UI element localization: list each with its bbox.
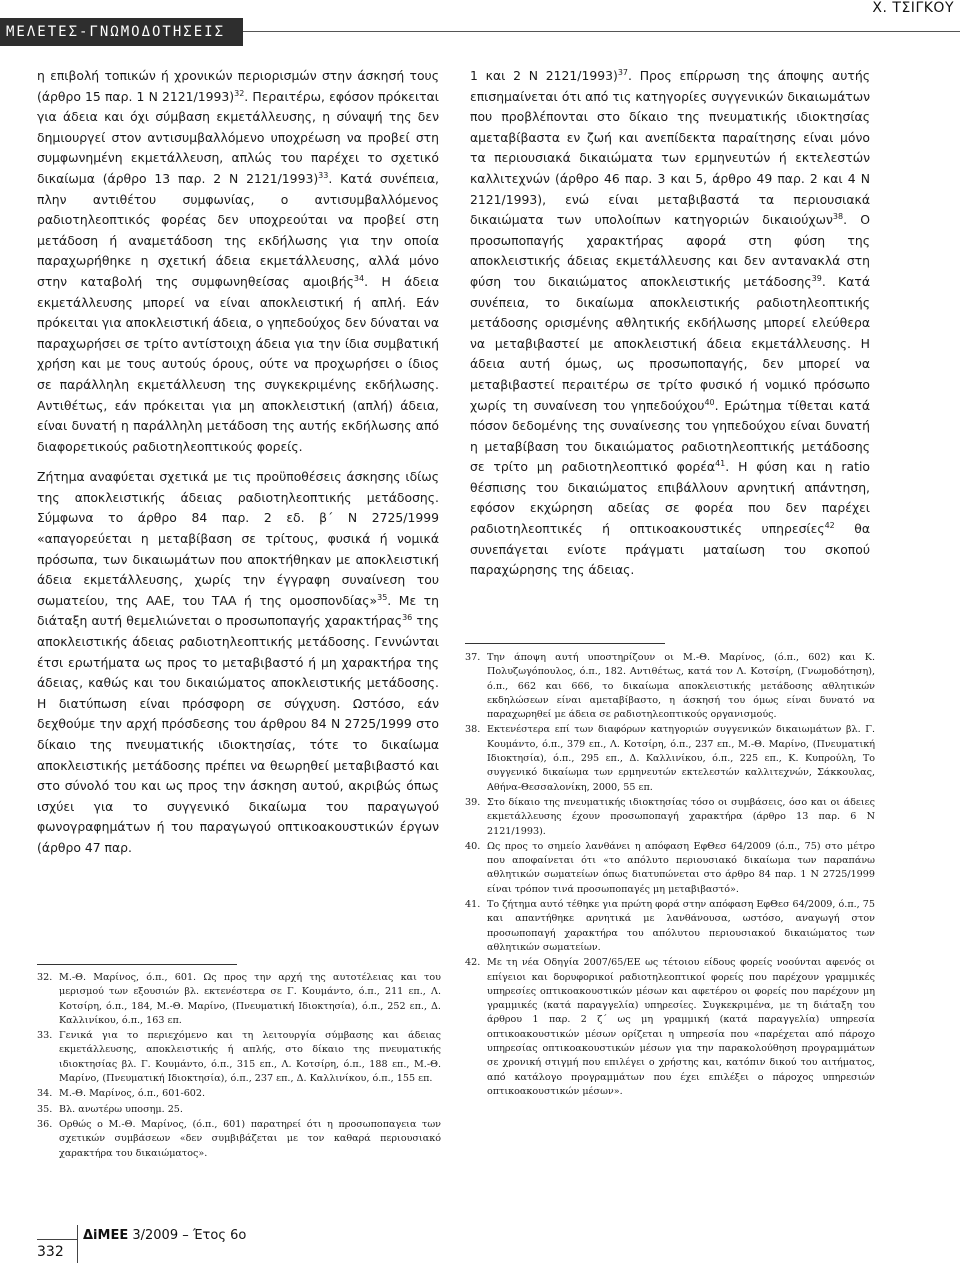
footer-divider-horizontal bbox=[37, 1239, 77, 1240]
footnote-ref[interactable]: 33 bbox=[318, 170, 329, 180]
footnote-ref[interactable]: 37 bbox=[617, 67, 629, 77]
footnote-ref[interactable]: 35 bbox=[377, 592, 388, 602]
footnote-ref[interactable]: 36 bbox=[402, 613, 413, 623]
footnote-ref[interactable]: 41 bbox=[715, 459, 726, 469]
footnote: 40. Ως προς το σημείο λανθάνει η απόφαση ΕφΘεσ 64/2009 (ό.π., 75) στο μέτρο που αποφαίνεται ότι «το απόλυτο περιουσιακό δικαίωμα των παραπάνω αθλητικών σωματείων όπως διατυπώνεται στο άρθρο 84 παρ. 1 Ν 2725/1999 είναι τρόπον τινά προσωποπαγές μη μεταβιβαστό». bbox=[465, 840, 875, 895]
footnote: 35. Βλ. ανωτέρω υποσημ. 25. bbox=[37, 1103, 183, 1115]
footnote-ref[interactable]: 42 bbox=[824, 520, 835, 530]
left-paragraph-2: Ζήτημα αναφύεται σχετικά με τις προϋποθέσεις άσκησης ιδίως της αποκλειστικής άδειας ραδιοτηλεοπτικής μετάδοσης. Σύμφωνα το άρθρο 84 παρ. 2 εδ. β΄ Ν 2725/1999 «απαγορεύεται η μεταβίβαση σε τρίτους, φυσικά ή νομικά πρόσωπα, των δικαιωμάτων που αποκτήθηκαν με αποκλειστική άδεια εκμετάλλευσης, χωρίς την έγγραφη συναίνεση του σωματείου, της ΑΑΕ, του ΤΑΑ ή της ομοσπονδίας»$^{35}$. Με τη διάταξη αυτή θεμελιώνεται ο προσωποπαγής χαρακτήρας$^{36}$ της αποκλειστικής άδειας ραδιοτηλεοπτικής μετάδοσης. Γεννώνται έτσι ερωτήματα ως προς το μεταβιβαστό ή μη χαρακτήρα της άδειας, καθώς και του δικαιώματος αποκλειστικής μετάδοσης. Η διατύπωση είναι πρόσφορη σε σύγχυση. Ωστόσο, εάν δεχθούμε την αρχή πρόσδεσης του άρθρου 84 Ν 2725/1999 στο δίκαιο της πνευματικής ιδιοκτησίας, τότε το δικαίωμα αποκλειστικής μετάδοσης πρέπει να θεωρηθεί μεταβιβαστό και στο σύνολό του και ως προς την άσκηση αυτού, ακριβώς όπως ισχύει για το συγγενικό δικαίωμα του παραγωγού φωνογραφημάτων ή του παραγωγού οπτικοακουστικών έργων (άρθρο 47 παρ. bbox=[37, 469, 439, 855]
footnote: 33. Γενικά για το περιεχόμενο και τη λειτουργία σύμβασης και άδειας εκμετάλλευσης, αποκλειστικής ή απλής, στο δίκαιο της πνευματικής ιδιοκτησίας βλ. Γ. Κουμάντο, ό.π., 315 επ., Λ. Κοτσίρη, ό.π., 188 επ., Μ.-Θ. Μαρίνο, (Πνευματική Ιδιοκτησία), ό.π., 237 επ., Δ. Καλλινίκου, ό.π., 155 επ. bbox=[37, 1030, 441, 1085]
right-paragraph-1: 1 και 2 Ν 2121/1993)$^{37}$. Προς επίρρωση της άποψης αυτής επισημαίνεται ότι από τις κατηγορίες συγγενικών δικαιωμάτων που προβλέπονται στο δίκαιο της πνευματικής ιδιοκτησίας αμεταβίβαστα εν ζωή και ανεπίδεκτα παραίτησης είναι μόνο τα περιουσιακά δικαιώματα των ερμηνευτών ή εκτελεστών καλλιτεχνών (άρθρο 46 παρ. 3 και 5, άρθρο 49 παρ. 2 και 4 Ν 2121/1993), ενώ είναι μεταβιβαστά τα περιουσιακά δικαιώματα των υπολοίπων κατηγοριών δικαιούχων$^{38}$. Ο προσωποπαγής χαρακτήρας αφορά στη φύση της αποκλειστικής άδειας εκμετάλλευσης και δεν αντανακλά στη φύση του δικαιώματος αποκλειστικής μετάδοσης$^{39}$. Κατά συνέπεια, το δικαίωμα αποκλειστικής ραδιοτηλεοπτικής μετάδοσης ορισμένης αθλητικής εκδήλωσης μπορεί ελεύθερα να μεταβιβαστεί με αποκλειστική άδεια εκμετάλλευσης. Η άδεια αυτή όμως, ως προσωποπαγής, δεν μπορεί να μεταβιβαστεί περαιτέρω σε τρίτο φυσικό ή νομικό πρόσωπο χωρίς τη συναίνεση του γηπεδούχου$^{40}$. Ερώτημα τίθεται κατά πόσον δεδομένης της συναίνεσης του γηπεδούχου είναι δυνατή η μεταβίβαση του δικαιώματος ραδιοτηλεοπτικής μετάδοσης σε τρίτο μη ραδιοτηλεοπτικό φορέα$^{41}$. Η φύση και η ratio θέσπισης του δικαιώματος επιβάλλουν αρνητική απάντηση, εφόσον εκχώρηση αδείας σε φορέα που δεν παρέχει ραδιοτηλεοπτικές ή οπτικοακουστικές υπηρεσίες$^{42}$ θα συνεπάγεται ενίοτε πράγματι ματαίωση του σκοπού παραχώρησης της άδειας. bbox=[470, 67, 870, 578]
footnote: 34. Μ.-Θ. Μαρίνος, ό.π., 601-602. bbox=[37, 1088, 206, 1100]
header-rule bbox=[243, 31, 960, 32]
footnote-ref[interactable]: 38 bbox=[832, 212, 844, 222]
footnote-ref[interactable]: 39 bbox=[811, 273, 822, 283]
journal-issue bbox=[83, 1228, 246, 1243]
left-column bbox=[37, 66, 439, 859]
right-column bbox=[470, 66, 870, 581]
left-paragraph-1: η επιβολή τοπικών ή χρονικών περιορισμών στην άσκησή τους (άρθρο 15 παρ. 1 Ν 2121/1993)$^{32}$. Περαιτέρω, εφόσον πρόκειται για άδεια και όχι σύμβαση εκμετάλλευσης, η σύναψή της δεν δημιουργεί στον αντισυμβαλλόμενο υποχρέωση να προβεί στη συμφωνημένη εκμετάλλευση, απλώς του παρέχει το σχετικό δικαίωμα (άρθρο 13 παρ. 2 Ν 2121/1993)$^{33}$. Κατά συνέπεια, πλην αντιθέτου συμφωνίας, ο αντισυμβαλλόμενος ραδιοτηλεοπτικός φορέας δεν υποχρεούται να προβεί στη μετάδοση ή αναμετάδοση της εκδήλωσης για την οποία παραχωρήθηκε η σχετική άδεια εκμετάλλευσης, αλλά μόνο στην καταβολή της συμφωνηθείσας αμοιβής$^{34}$. Η άδεια εκμετάλλευσης μπορεί να είναι αποκλειστική ή απλή. Εάν πρόκειται για αποκλειστική άδεια, ο γηπεδούχος δεν δύναται να παραχωρήσει σε τρίτο αντίστοιχη άδεια για την ίδια συμβατική χρήση και με τους αυτούς όρους, ούτε να προχωρήσει ο ίδιος σε παράλληλη εκμετάλλευση της συγκεκριμένης εκδήλωσης. Αντιθέτως, εάν πρόκειται για μη αποκλειστική (απλή) άδεια, είναι δυνατή η παράλληλη μετάδοση της αυτής εκδήλωσης από διαφορετικούς ραδιοτηλεοπτικούς φορείς. bbox=[37, 68, 440, 454]
footnote-ref[interactable]: 32 bbox=[234, 88, 245, 98]
footnote: 37. Την άποψη αυτή υποστηρίζουν οι Μ.-Θ. Μαρίνος, (ό.π., 602) και Κ. Πολυζωγόπουλος, ό.π., 182. Αντιθέτως, κατά τον Λ. Κοτσίρη, (Γνωμοδότηση), ό.π., 662 και 666, το δικαίωμα αποκλειστικής μετάδοσης αθλητικών εκδηλώσεων είναι αμεταβίβαστο, η άσκησή του όμως είναι δυνατό να παραχωρηθεί με άδεια σε ραδιοτηλεοπτικούς οργανισμούς. bbox=[465, 652, 875, 721]
footnote: 36. Ορθώς ο Μ.-Θ. Μαρίνος, (ό.π., 601) παρατηρεί ότι η προσωποπαγεια των σχετικών συμβάσεων «δεν συμβιβάζεται με τον καθαρά περιουσιακό χαρακτήρα του δικαιώματος». bbox=[37, 1118, 441, 1159]
footnote-ref[interactable]: 40 bbox=[704, 397, 715, 407]
footnotes-left bbox=[37, 971, 441, 1162]
footnote-divider bbox=[37, 964, 237, 965]
footnotes-right bbox=[465, 651, 875, 1100]
section-title: ΜΕΛΕΤΕΣ-ΓΝΩΜΟΔΟΤΗΣΕΙΣ bbox=[0, 18, 243, 46]
footer-divider-vertical bbox=[77, 1225, 78, 1263]
author-name: Χ. ΤΣΙΓΚΟΥ bbox=[872, 0, 954, 16]
footnote: 38. Εκτενέστερα επί των διαφόρων κατηγοριών συγγενικών δικαιωμάτων βλ. Γ. Κουμάντο, ό.π., 379 επ., Λ. Κοτσίρη, ό.π., 237 επ., Μ.-Θ. Μαρίνο, (Πνευματική Ιδιοκτησία), ό.π., 295 επ., Δ. Καλλινίκου, ό.π., 225 επ., Κ. Κυπρούλη, Το συγγενικό δικαίωμα των ερμηνευτών εκτελεστών καλλιτεχνών, Σάκκουλας, Αθήνα-Θεσσαλονίκη, 2000, 55 επ. bbox=[465, 724, 875, 793]
footnote-divider bbox=[465, 643, 665, 644]
page-number: 332 bbox=[37, 1244, 64, 1260]
footnote: 41. Το ζήτημα αυτό τέθηκε για πρώτη φορά στην απόφαση ΕφΘεσ 64/2009, ό.π., 75 και απαντήθηκε αρνητικά με λανθάνουσα, ωστόσο, αναγωγή στον προσωποπαγή χαρακτήρα του απόλυτου περιουσιακού δικαιώματος των αθλητικών σωματείων. bbox=[465, 899, 875, 953]
footnote-ref[interactable]: 34 bbox=[353, 273, 365, 283]
footnote: 32. Μ.-Θ. Μαρίνος, ό.π., 601. Ως προς την αρχή της αυτοτέλειας και του μερισμού των εξουσιών βλ. εκτενέστερα σε Γ. Κουμάντο, ό.π., 211 επ., Λ. Κοτσίρη, ό.π., 184, Μ.-Θ. Μαρίνο, (Πνευματική Ιδιοκτησία), ό.π., 252 επ., Δ. Καλλινίκου, ό.π., 163 επ. bbox=[37, 972, 441, 1026]
footnote: 42. Με τη νέα Οδηγία 2007/65/ΕΕ ως τέτοιου είδους φορείς νοούνται αφενός οι επίγειοι και δορυφορικοί ραδιοτηλεοπτικοί φορείς που παρέχουν γραμμικές υπηρεσίες οπτικοακουστικών μέσων και αφετέρου οι φορείς που παρέχουν μη γραμμικές (κατά παραγγελία) υπηρεσίες. Συγκεκριμένα, με τη διάταξη του άρθρου 1 παρ. 2 ζ΄ ως μη γραμμική (κατά παραγγελία) υπηρεσία οπτικοακουστικών μέσων ορίζεται η υπηρεσία που «παρέχεται από πάροχο υπηρεσίας οπτικοακουστικών μέσων για την παρακολούθηση προγραμμάτων σε χρονική στιγμή που επιλέγει ο χρήστης και, κατόπιν δικού του αιτήματος, από κατάλογο προγραμμάτων που έχει επιλέξει ο πάροχος υπηρεσιών οπτικοακουστικών μέσων». bbox=[465, 957, 875, 1097]
footnote: 39. Στο δίκαιο της πνευματικής ιδιοκτησίας τόσο οι συμβάσεις, όσο και οι άδειες εκμετάλλευσης έχουν προσωποπαγή χαρακτήρα (άρθρο 13 παρ. 6 Ν 2121/1993). bbox=[465, 796, 875, 837]
journal-name: ΔiΜΕΕ bbox=[83, 1228, 129, 1243]
issue-label: 3/2009 – Έτος 6ο bbox=[132, 1228, 247, 1243]
